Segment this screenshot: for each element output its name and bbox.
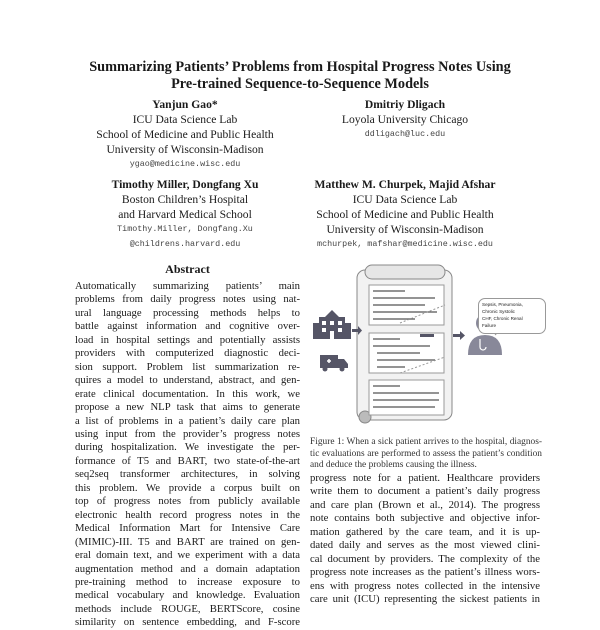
author-name: Matthew M. Churpek, Majid Afshar: [314, 178, 496, 191]
text-line: load in hospital settings and potentially assists: [75, 333, 300, 346]
affiliation: ICU Data Science Lab: [132, 113, 238, 126]
text-line: eral domain text, and we experiment with a data: [75, 549, 300, 562]
text-line: seq2seq transformer architectures, in solving: [75, 468, 300, 481]
text-line: electronic health record progress notes in the: [75, 508, 300, 521]
paper-title: [40, 59, 560, 93]
affiliation: and Harvard Medical School: [118, 208, 252, 221]
affiliation: University of Wisconsin-Madison: [106, 143, 264, 156]
title-line: Pre-trained Sequence-to-Sequence Models: [171, 76, 429, 92]
text-line: similarity on sentence embedding, and F-score: [75, 616, 300, 629]
text-line: write them to document a patient’s daily progress: [310, 485, 540, 498]
author-name: Yanjun Gao*: [152, 98, 218, 111]
text-line: dated daily and serves as the most viewed clini-: [310, 539, 540, 552]
author-email: @childrens.harvard.edu: [129, 239, 241, 249]
text-line: a list of problems in a patient’s daily care plan: [75, 414, 300, 427]
text-line: during hospitalization. We investigate the per-: [75, 441, 300, 454]
author-name: Dmitriy Dligach: [364, 98, 446, 111]
hospital-icon: [313, 310, 351, 339]
text-line: top of progress notes from publicly available: [75, 495, 300, 508]
author-name: Timothy Miller, Dongfang Xu: [111, 178, 259, 191]
abstract-heading: Abstract: [165, 262, 210, 276]
text-line: sion support. Problem list summarization re-: [75, 360, 300, 373]
text-line: progress note increases as the patient’s illness wors-: [310, 566, 540, 579]
text-line: problems from daily progress notes using nat-: [75, 293, 300, 306]
text-line: medical vocabulary and knowledge. Evaluation: [75, 589, 300, 602]
bubble-line: CHF, Chronic Renal: [482, 316, 523, 321]
text-line: note contains both subjective and objective infor-: [310, 512, 540, 525]
text-line: mation gathered by the care team, and it is up-: [310, 525, 540, 538]
affiliation: Loyola University Chicago: [341, 113, 469, 126]
affiliation: ICU Data Science Lab: [352, 193, 458, 206]
affiliation: School of Medicine and Public Health: [316, 208, 494, 221]
text-line: quires a model to understand, abstract, and gen-: [75, 374, 300, 387]
arrow-icon: [420, 334, 434, 337]
text-line: and care plan (Brown et al., 2014). The progress: [310, 498, 540, 511]
text-line: using input from the provider’s progress notes: [75, 427, 300, 440]
text-line: pre-training method to increase exposure to: [75, 575, 300, 588]
text-line: ens with progress notes collected in the intensive: [310, 579, 540, 592]
title-line: Summarizing Patients’ Problems from Hospital Progress Notes Using: [89, 59, 511, 75]
text-line: battle against information and cognitive over-: [75, 320, 300, 333]
scroll-document-icon: [357, 265, 452, 423]
author-block-dligach: [310, 97, 500, 142]
body-text: [310, 472, 540, 607]
affiliation: University of Wisconsin-Madison: [326, 223, 484, 236]
bubble-line: Sepsis, Pneumonia,: [482, 302, 523, 307]
text-line: care unit (ICU) representing the sickest patients in: [310, 593, 540, 606]
text-line: Figure 1: When a sick patient arrives to the hospital, diagnos-: [310, 437, 542, 447]
text-line: providers with computerized diagnostic deci-: [75, 347, 300, 360]
author-email: Timothy.Miller, Dongfang.Xu: [117, 224, 253, 234]
figure-caption: [310, 437, 542, 472]
bubble-line: Chronic Systolic: [482, 309, 515, 314]
author-email: mchurpek, mafshar@medicine.wisc.edu: [317, 239, 493, 249]
text-line: tic evaluations are performed to assess the patient’s condition: [310, 448, 542, 459]
text-line: augmentation method and a domain adaptation: [75, 562, 300, 575]
arrow-icon: [453, 331, 465, 340]
ambulance-icon: [320, 355, 348, 372]
author-block-gao: [85, 97, 285, 172]
affiliation: School of Medicine and Public Health: [96, 128, 274, 141]
abstract-text: [75, 280, 300, 630]
text-line: formance of T5 and BART, two state-of-the-art: [75, 454, 300, 467]
text-line: and deduce the problems causing the illness.: [310, 460, 477, 471]
text-line: Medical Information Mart for Intensive Care: [75, 522, 300, 535]
text-line: ural language processing methods helps to: [75, 306, 300, 319]
author-email: ygao@medicine.wisc.edu: [129, 159, 241, 169]
figure-1: [305, 265, 550, 435]
text-line: Automatically summarizing patients’ main: [75, 280, 300, 292]
author-block-churpek-afshar: [300, 177, 510, 252]
author-block-miller-xu: [90, 177, 280, 252]
text-line: (MIMIC)-III. T5 and BART are trained on gen-: [75, 535, 300, 548]
text-line: cal document by providers. The complexity of the: [310, 552, 540, 565]
author-email: ddligach@luc.edu: [364, 129, 446, 139]
speech-bubble-problems: [478, 298, 546, 334]
text-line: methods include ROUGE, BERTScore, cosine: [75, 602, 300, 615]
text-line: erate clinical documentation. In this work, we: [75, 387, 300, 400]
text-line: this problem. We provide a corpus built on: [75, 481, 300, 494]
bubble-line: Failure: [482, 323, 497, 328]
text-line: propose a new NLP task that aims to generate: [75, 401, 300, 414]
text-line: progress note for a patient. Healthcare providers: [310, 472, 540, 484]
affiliation: Boston Children’s Hospital: [121, 193, 249, 206]
